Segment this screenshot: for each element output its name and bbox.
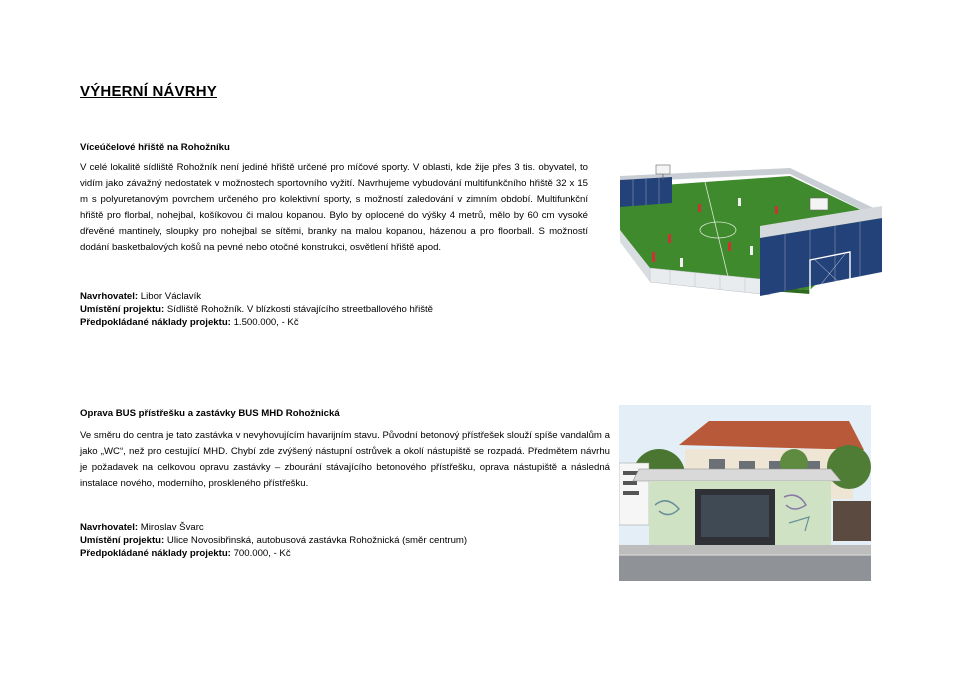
author-label: Navrhovatel: bbox=[80, 522, 139, 533]
cost-row bbox=[80, 547, 467, 560]
cost-row bbox=[80, 316, 433, 329]
author-row bbox=[80, 521, 467, 534]
project-meta-bus-stop bbox=[80, 521, 467, 560]
project-meta-playground bbox=[80, 290, 433, 329]
project-description-bus-stop: Ve směru do centra je tato zastávka v nevyhovujícím havarijním stavu. Původní betonový přístřešek slouží spíše vandalům a jako „WC“, než pro cestující MHD. Chybí zde zvýšený nástupní ostrůvek a okolí nástupiště se rozpadá. Předmětem návrhu je požadavek na celkovou opravu zastávky – zbourání stávajícího betonového přístřešku, oprava nástupiště a následná instalace nového, moderního, proskleného přístřešku. bbox=[80, 430, 610, 489]
location-value: Sídliště Rohožník. V blízkosti stávajícího streetballového hřiště bbox=[166, 304, 433, 315]
project-title-playground: Víceúčelové hřiště na Rohožníku bbox=[80, 142, 230, 153]
cost-value: 700.000, - Kč bbox=[233, 548, 291, 559]
project-title-bus-stop: Oprava BUS přístřešku a zastávky BUS MHD Rohožnická bbox=[80, 408, 340, 419]
location-row bbox=[80, 534, 467, 547]
playground-rendering-image bbox=[610, 160, 890, 302]
author-label: Navrhovatel: bbox=[80, 291, 139, 302]
location-row bbox=[80, 303, 433, 316]
project-description-playground: V celé lokalitě sídliště Rohožník není jediné hřiště určené pro míčové sporty. V oblasti, kde žije přes 3 tis. obyvatel, to vidím jako závažný nedostatek v možnostech sportovního vyžití. Navrhujeme vybudování multifunkčního hřiště 32 x 15 m s polyuretanovým povrchem určeného pro kolektivní sporty, s možností zaledování v zimním období. Multifunkční hřiště pro florbal, nohejbal, košíkovou či malou kopanou. Bylo by oplocené do výšky 4 metrů, mělo by 60 cm vysoké dřevěné mantinely, sloupky pro nohejbal se sítěmi, branky na malou kopanou, házenou a pro floorball. S možností dodání basketbalových košů na pevné nebo otočné konstrukci, osvětlení hřiště apod. bbox=[80, 162, 588, 253]
cost-label: Předpokládané náklady projektu: bbox=[80, 317, 231, 328]
location-value: Ulice Novosibřinská, autobusová zastávka Rohožnická (směr centrum) bbox=[166, 535, 468, 546]
cost-label: Předpokládané náklady projektu: bbox=[80, 548, 231, 559]
bus-stop-photo-image bbox=[619, 405, 871, 581]
author-value: Miroslav Švarc bbox=[140, 522, 204, 533]
house-roof bbox=[679, 421, 864, 450]
author-value: Libor Václavík bbox=[140, 291, 202, 302]
author-row bbox=[80, 290, 433, 303]
location-label: Umístění projektu: bbox=[80, 304, 165, 315]
page-title: VÝHERNÍ NÁVRHY bbox=[80, 83, 217, 100]
cost-value: 1.500.000, - Kč bbox=[233, 317, 299, 328]
location-label: Umístění projektu: bbox=[80, 535, 165, 546]
